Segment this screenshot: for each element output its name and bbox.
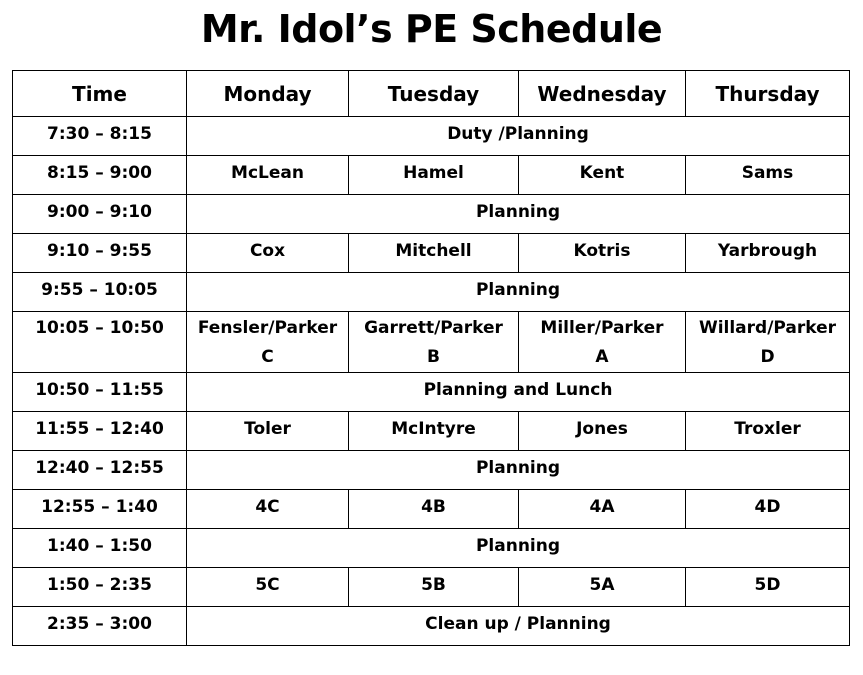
- class-cell-monday: Cox: [187, 234, 349, 273]
- schedule-table: [12, 70, 850, 646]
- class-cell-thursday: 4D: [686, 490, 850, 529]
- table-row: [13, 568, 850, 607]
- class-cell-tuesday: [349, 312, 519, 373]
- table-row: [13, 490, 850, 529]
- column-header-tuesday: Tuesday: [349, 71, 519, 117]
- time-slot-cell: 1:50 – 2:35: [13, 568, 187, 607]
- class-cell-wednesday: [519, 312, 686, 373]
- class-cell-tuesday: McIntyre: [349, 412, 519, 451]
- teacher-name: Miller/Parker: [540, 318, 664, 338]
- class-cell-monday: McLean: [187, 156, 349, 195]
- class-cell-thursday: Sams: [686, 156, 850, 195]
- class-cell-thursday: [686, 312, 850, 373]
- activity-cell-all-days: Planning: [187, 273, 850, 312]
- time-slot-cell: 12:55 – 1:40: [13, 490, 187, 529]
- table-row: [13, 195, 850, 234]
- time-slot-cell: 8:15 – 9:00: [13, 156, 187, 195]
- class-cell-thursday: 5D: [686, 568, 850, 607]
- time-slot-cell: 2:35 – 3:00: [13, 607, 187, 646]
- time-slot-cell: 1:40 – 1:50: [13, 529, 187, 568]
- class-cell-monday: 4C: [187, 490, 349, 529]
- section-letter: D: [760, 347, 775, 367]
- class-cell-wednesday: Jones: [519, 412, 686, 451]
- time-slot-cell: 9:00 – 9:10: [13, 195, 187, 234]
- column-header-monday: Monday: [187, 71, 349, 117]
- class-cell-wednesday: Kotris: [519, 234, 686, 273]
- table-row: [13, 607, 850, 646]
- time-slot-cell: 9:10 – 9:55: [13, 234, 187, 273]
- column-header-time: Time: [13, 71, 187, 117]
- header-row: [13, 71, 850, 117]
- time-slot-cell: 7:30 – 8:15: [13, 117, 187, 156]
- teacher-name: Fensler/Parker: [197, 318, 338, 338]
- activity-cell-all-days: Planning: [187, 451, 850, 490]
- activity-cell-all-days: Planning and Lunch: [187, 373, 850, 412]
- class-cell-tuesday: Mitchell: [349, 234, 519, 273]
- teacher-name: Willard/Parker: [698, 318, 837, 338]
- time-slot-cell: 12:40 – 12:55: [13, 451, 187, 490]
- section-letter: C: [261, 347, 274, 367]
- section-letter: A: [595, 347, 609, 367]
- class-cell-wednesday: 5A: [519, 568, 686, 607]
- class-cell-tuesday: Hamel: [349, 156, 519, 195]
- column-header-thursday: Thursday: [686, 71, 850, 117]
- class-cell-wednesday: Kent: [519, 156, 686, 195]
- class-cell-thursday: Troxler: [686, 412, 850, 451]
- class-cell-monday: [187, 312, 349, 373]
- table-row: [13, 529, 850, 568]
- class-cell-tuesday: 4B: [349, 490, 519, 529]
- table-row: [13, 451, 850, 490]
- activity-cell-all-days: Clean up / Planning: [187, 607, 850, 646]
- activity-cell-all-days: Duty /Planning: [187, 117, 850, 156]
- time-slot-cell: 10:50 – 11:55: [13, 373, 187, 412]
- class-cell-monday: Toler: [187, 412, 349, 451]
- table-row: [13, 117, 850, 156]
- table-row: [13, 312, 850, 373]
- teacher-name: Garrett/Parker: [364, 318, 503, 338]
- table-row: [13, 373, 850, 412]
- time-slot-cell: 11:55 – 12:40: [13, 412, 187, 451]
- class-cell-monday: 5C: [187, 568, 349, 607]
- page-title: Mr. Idol’s PE Schedule: [200, 7, 663, 51]
- class-cell-wednesday: 4A: [519, 490, 686, 529]
- activity-cell-all-days: Planning: [187, 529, 850, 568]
- time-slot-cell: 9:55 – 10:05: [13, 273, 187, 312]
- schedule-body: [13, 117, 850, 646]
- section-letter: B: [427, 347, 440, 367]
- table-row: [13, 156, 850, 195]
- class-cell-tuesday: 5B: [349, 568, 519, 607]
- class-cell-thursday: Yarbrough: [686, 234, 850, 273]
- column-header-wednesday: Wednesday: [519, 71, 686, 117]
- table-row: [13, 412, 850, 451]
- activity-cell-all-days: Planning: [187, 195, 850, 234]
- time-slot-cell: 10:05 – 10:50: [13, 312, 187, 373]
- table-row: [13, 234, 850, 273]
- table-row: [13, 273, 850, 312]
